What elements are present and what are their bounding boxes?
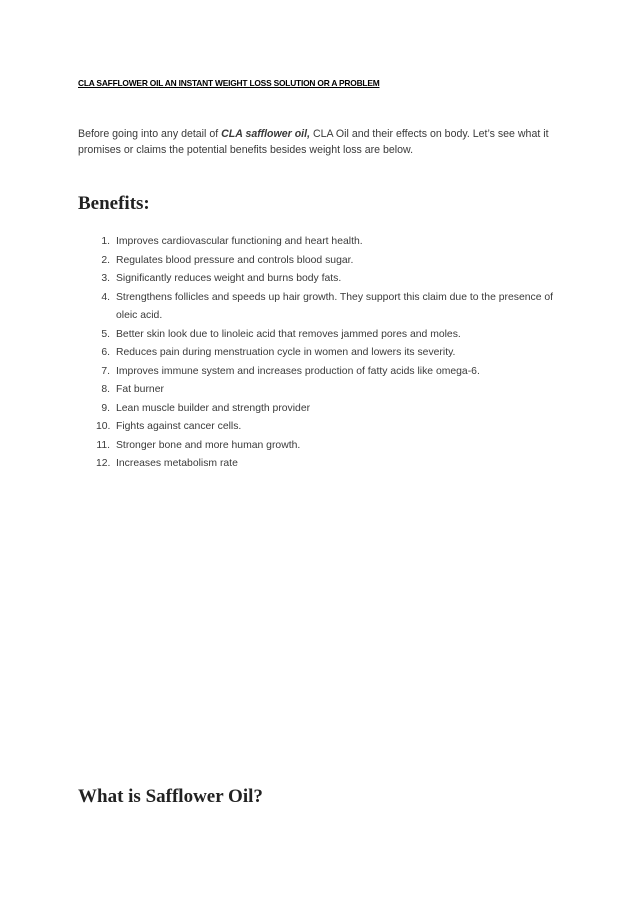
benefits-heading: Benefits: bbox=[78, 193, 150, 214]
list-item-number: 9. bbox=[101, 402, 110, 414]
intro-text-before: Before going into any detail of bbox=[78, 128, 222, 140]
list-item-text: Better skin look due to linoleic acid that removes jammed pores and moles. bbox=[116, 328, 461, 340]
list-item-text: Improves cardiovascular functioning and heart health. bbox=[116, 236, 363, 247]
list-item bbox=[96, 400, 556, 419]
list-item-number: 6. bbox=[101, 347, 110, 358]
list-item-number: 1. bbox=[101, 236, 110, 247]
list-item-text: Increases metabolism rate bbox=[116, 458, 238, 469]
list-item-text: Stronger bone and more human growth. bbox=[116, 439, 301, 451]
list-item-number: 3. bbox=[101, 273, 110, 284]
list-item-text: Strengthens follicles and speeds up hair growth. They support this claim due to the presence of oleic acid. bbox=[116, 291, 554, 321]
document-title: CLA SAFFLOWER OIL AN INSTANT WEIGHT LOSS SOLUTION OR A PROBLEM bbox=[78, 78, 380, 88]
list-item-text: Lean muscle builder and strength provider bbox=[116, 402, 311, 414]
list-item bbox=[96, 455, 556, 474]
list-item-number: 5. bbox=[101, 328, 110, 340]
intro-text-after: CLA Oil and their effects on body. Let’s see what it promises or claims the potential benefits besides weight loss are below. bbox=[78, 128, 549, 156]
list-item-text: Regulates blood pressure and controls blood sugar. bbox=[116, 254, 354, 266]
list-item bbox=[96, 326, 556, 345]
list-item-text: Significantly reduces weight and burns body fats. bbox=[116, 273, 342, 284]
list-item-text: Fat burner bbox=[116, 384, 164, 395]
list-item-text: Improves immune system and increases production of fatty acids like omega-6. bbox=[116, 365, 480, 377]
benefits-list bbox=[96, 233, 556, 474]
list-item bbox=[96, 344, 556, 363]
list-item-number: 11. bbox=[96, 439, 110, 451]
what-is-safflower-heading: What is Safflower Oil? bbox=[78, 786, 263, 807]
intro-paragraph bbox=[78, 126, 558, 158]
intro-emphasis: CLA safflower oil, bbox=[221, 128, 311, 140]
list-item-number: 8. bbox=[101, 384, 110, 395]
list-item bbox=[96, 381, 556, 400]
list-item-number: 4. bbox=[101, 291, 110, 303]
list-item bbox=[96, 418, 556, 437]
list-item-text: Reduces pain during menstruation cycle in women and lowers its severity. bbox=[116, 347, 456, 358]
list-item bbox=[96, 270, 556, 289]
list-item bbox=[96, 437, 556, 456]
list-item bbox=[96, 363, 556, 382]
list-item-number: 10. bbox=[96, 421, 111, 432]
list-item bbox=[96, 233, 556, 252]
list-item-text: Fights against cancer cells. bbox=[116, 421, 242, 432]
list-item bbox=[96, 289, 556, 326]
list-item bbox=[96, 252, 556, 271]
list-item-number: 12. bbox=[96, 458, 111, 469]
list-item-number: 7. bbox=[101, 365, 110, 377]
list-item-number: 2. bbox=[101, 254, 110, 266]
